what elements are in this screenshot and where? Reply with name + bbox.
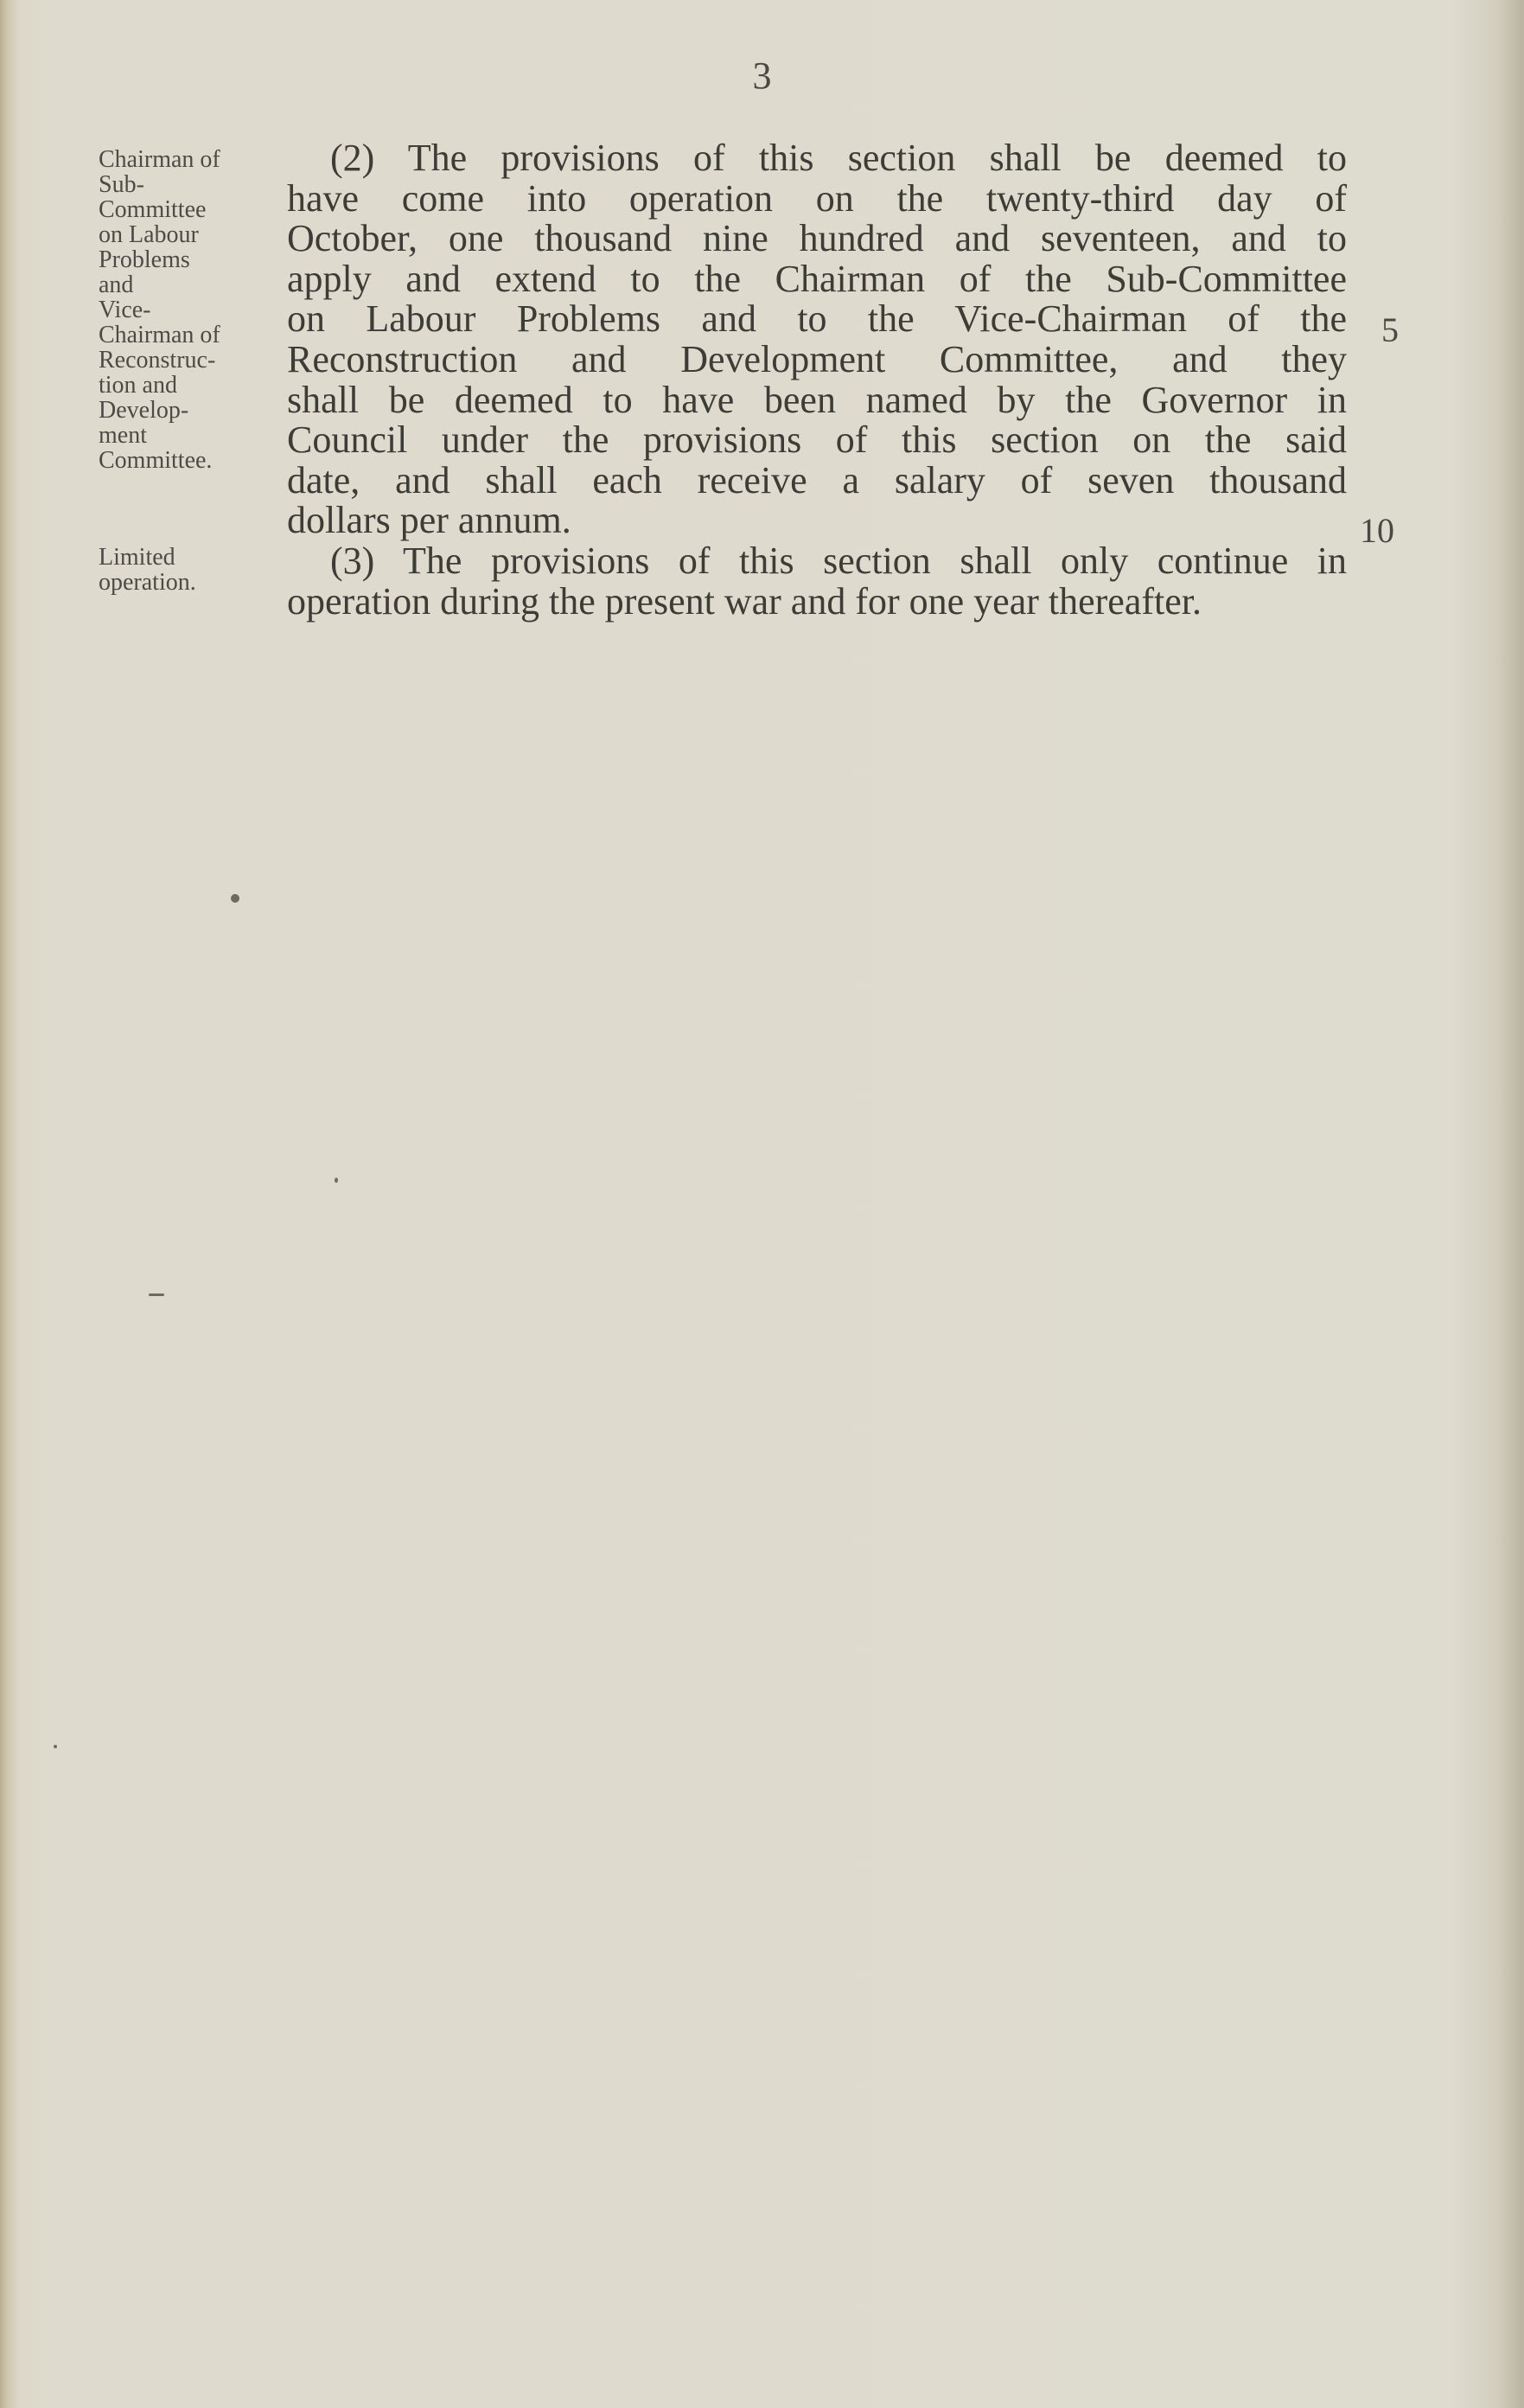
margin-note-line: Vice- [99,297,151,323]
paper-speck [149,1293,164,1296]
body-line: October, one thousand nine hundred and seventeen, and to [287,217,1347,260]
margin-note-line: operation. [99,569,196,596]
paper-speck [335,1178,338,1183]
margin-note-line: Chairman of [99,322,220,348]
body-line: date, and shall each receive a salary of seven thousand [287,458,1347,501]
paper-speck [231,894,239,903]
body-line: apply and extend to the Chairman of the Sub-Committee [287,257,1347,300]
body-line: on Labour Problems and to the Vice-Chairman of the [287,297,1347,341]
body-line: have come into operation on the twenty-third day of [287,176,1347,220]
page-number: 3 [752,54,772,97]
margin-note-line: on Labour [99,221,199,248]
margin-note-line: Committee [99,196,207,223]
line-number-10: 10 [1360,511,1394,550]
section-body-text [287,138,1347,622]
margin-note-line: Committee. [99,447,213,474]
line-number-5: 5 [1381,310,1399,349]
margin-note-line: Limited [99,544,175,571]
margin-note-line: Reconstruc- [99,347,216,374]
body-line: (3) The provisions of this section shall only continue in [330,539,1347,582]
margin-note-limited-operation [99,545,271,595]
margin-note-line: Problems [99,246,190,273]
body-line: shall be deemed to have been named by the Governor in [287,378,1347,421]
margin-note-chairman [99,147,271,473]
body-line: dollars per annum. [287,499,571,542]
margin-note-line: Develop- [99,397,189,424]
body-line: operation during the present war and for one year thereafter. [287,579,1202,623]
body-line: Council under the provisions of this section on the said [287,418,1347,462]
body-line: Reconstruction and Development Committee, and they [287,337,1347,380]
margin-note-line: tion and [99,372,177,399]
margin-note-line: ment [99,422,147,449]
margin-note-line: and [99,271,134,298]
margin-note-line: Chairman of [99,146,220,173]
paper-speck [54,1745,57,1748]
margin-note-line: Sub- [99,171,144,198]
body-line: (2) The provisions of this section shall be deemed to [330,137,1347,179]
